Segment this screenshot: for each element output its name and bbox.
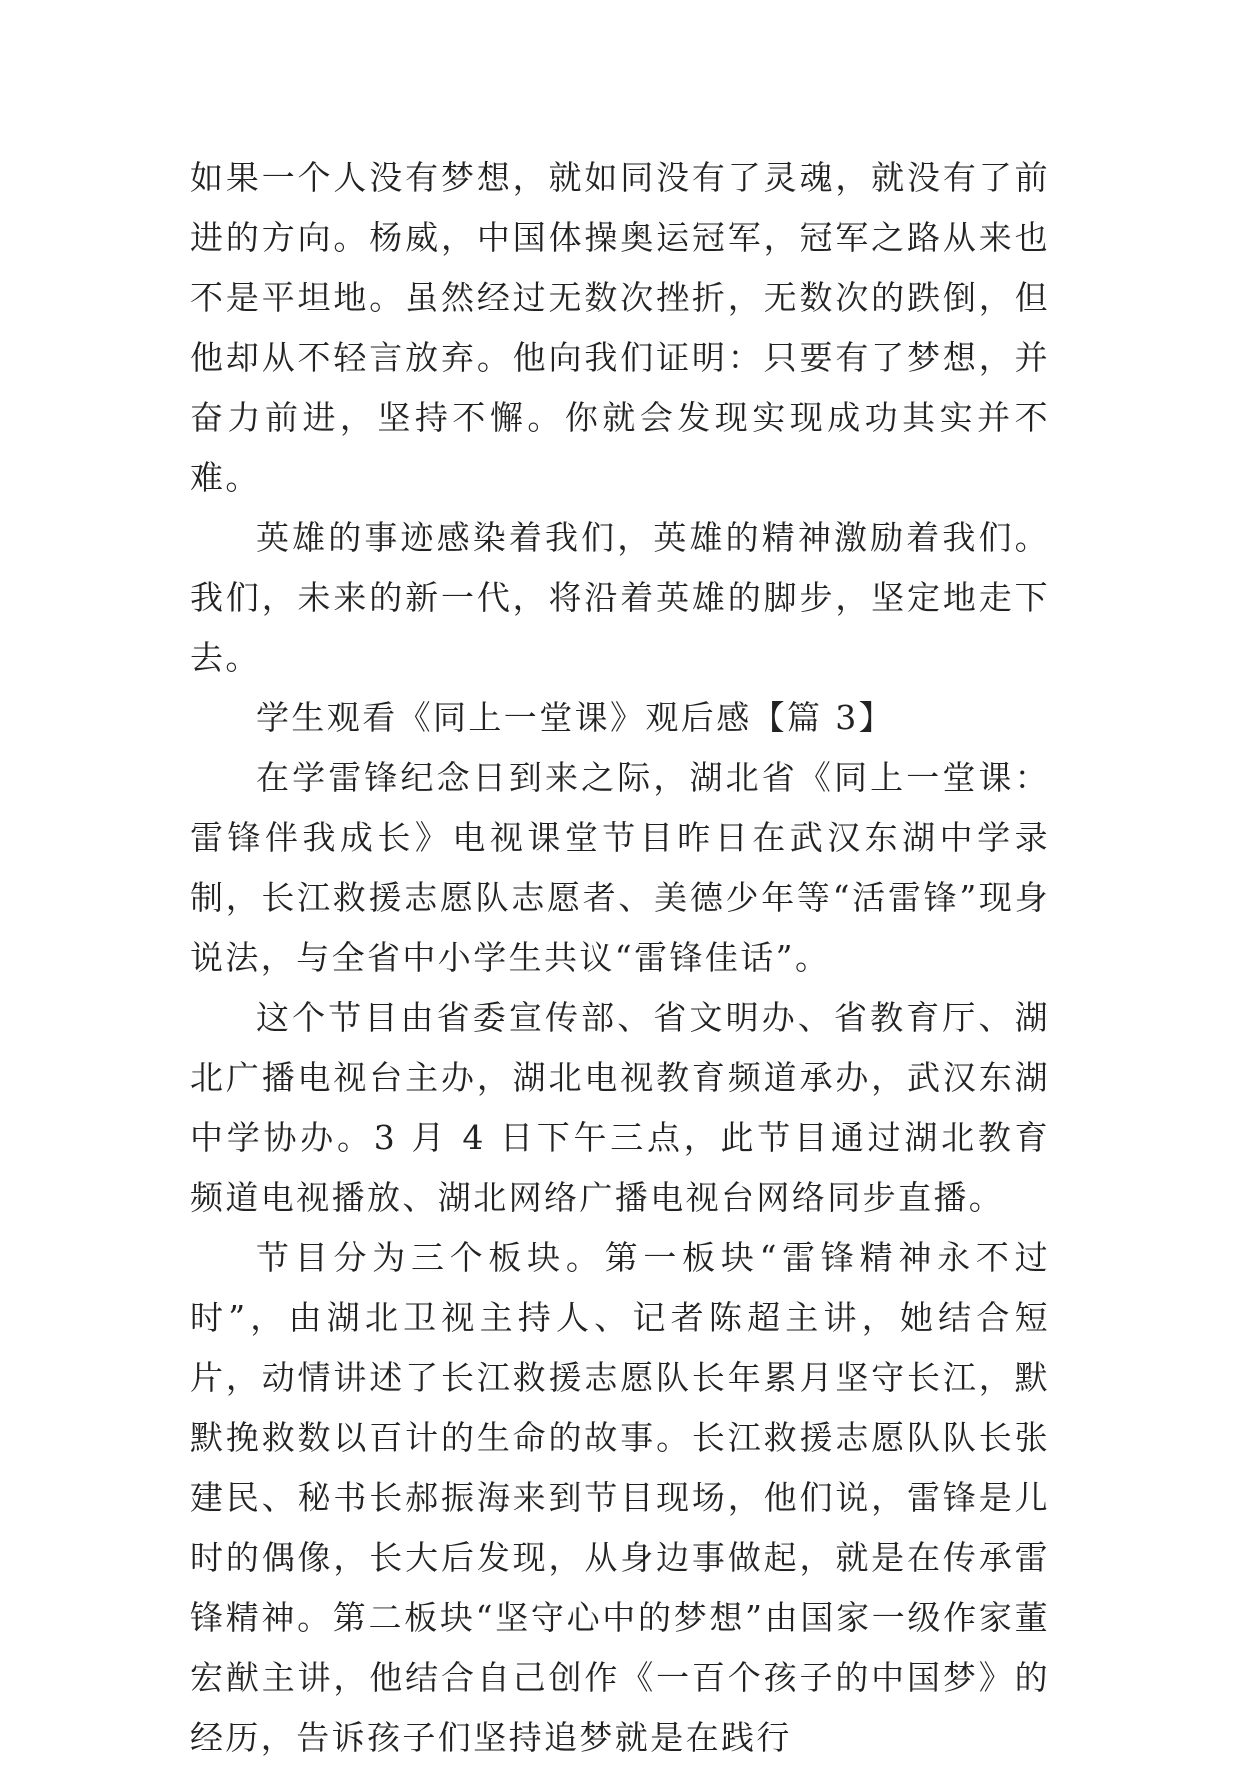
paragraph-heroes: 英雄的事迹感染着我们，英雄的精神激励着我们。我们，未来的新一代，将沿着英雄的脚步，坚定地走下去。 [190,518,1050,677]
paragraph-sections: 节目分为三个板块。第一板块“雷锋精神永不过时”，由湖北卫视主持人、记者陈超主讲，她结合短片，动情讲述了长江救援志愿队长年累月坚守长江，默默挽救数以百计的生命的故事。长江救援志愿队队长张建民、秘书长郝振海来到节目现场，他们说，雷锋是儿时的偶像，长大后发现，从身边事做起，就是在传承雷锋精神。第二板块“坚守心中的梦想”由国家一级作家董宏猷主讲，他结合自己创作《一百个孩子的中国梦》的经历，告诉孩子们坚持追梦就是在践行 [190,1238,1050,1757]
paragraph-continued: 如果一个人没有梦想，就如同没有了灵魂，就没有了前进的方向。杨威，中国体操奥运冠军，冠军之路从来也不是平坦地。虽然经过无数次挫折，无数次的跌倒，但他却从不轻言放弃。他向我们证明：只要有了梦想，并奋力前进，坚持不懈。你就会发现实现成功其实并不难。 [190,158,1050,497]
paragraph-intro: 在学雷锋纪念日到来之际，湖北省《同上一堂课：雷锋伴我成长》电视课堂节目昨日在武汉东湖中学录制，长江救援志愿队志愿者、美德少年等“活雷锋”现身说法，与全省中小学生共议“雷锋佳话”。 [190,758,1050,977]
document-body [190,148,1050,1768]
section-heading: 学生观看《同上一堂课》观后感【篇 3】 [256,698,895,737]
paragraph-organizers: 这个节目由省委宣传部、省文明办、省教育厅、湖北广播电视台主办，湖北电视教育频道承办，武汉东湖中学协办。3 月 4 日下午三点，此节目通过湖北教育频道电视播放、湖北网络广播电视台网络同步直播。 [190,998,1050,1217]
